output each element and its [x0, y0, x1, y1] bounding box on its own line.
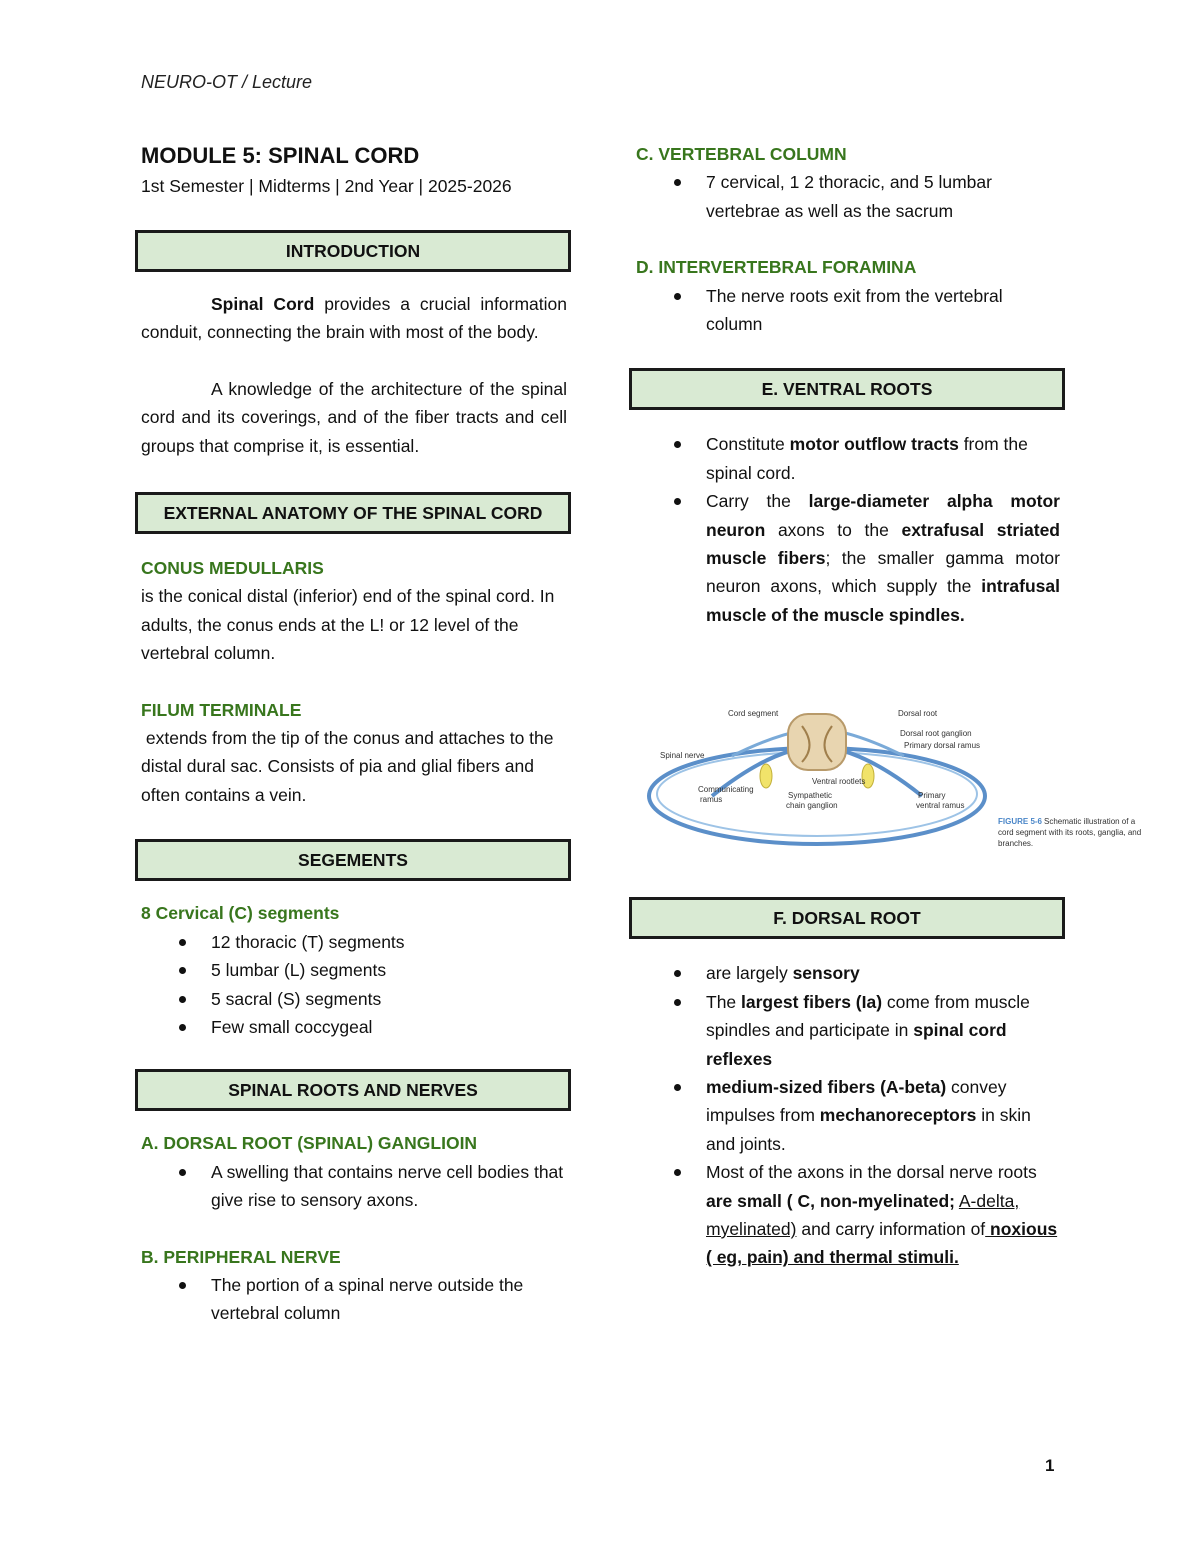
cervical-segments-title: 8 Cervical (C) segments [141, 903, 340, 924]
intrafusal-term: intrafusal muscle of the muscle spindles. [706, 576, 1060, 625]
dorsal-i2-text-2: come from muscle spindles and participate in [706, 991, 1030, 1041]
ventral-i1-text: Constitute [706, 434, 790, 455]
largest-fibers-term: largest fibers (Ia) [741, 991, 883, 1012]
list-item: 5 lumbar (L) segments [211, 956, 567, 984]
list-item [706, 959, 1060, 987]
list-item: A swelling that contains nerve cell bodies that give rise to sensory axons. [211, 1158, 567, 1215]
label-cord-segment: Cord segment [728, 709, 779, 718]
dorsal-root-ganglion-list [141, 1158, 567, 1215]
label-primary-ventral-1: Primary [918, 791, 946, 800]
label-sympathetic-2: chain ganglion [786, 801, 838, 810]
figure-caption-label: FIGURE 5-6 [998, 817, 1043, 826]
conus-medullaris-text: is the conical distal (inferior) end of the spinal cord. In adults, the conus ends at the L! or 12 level of the vertebral column. [141, 586, 555, 664]
left-sympathetic-ganglion [760, 764, 772, 788]
ventral-i2-text-2: axons to the [765, 519, 902, 540]
list-item [706, 1073, 1060, 1158]
c-fibers-term: C, non-myelinated; [797, 1190, 955, 1211]
intro-p1-text: provides a crucial information conduit, connecting the brain with most of the body. [141, 294, 567, 343]
label-primary-ventral-2: ventral ramus [916, 801, 965, 810]
medium-fibers-term: medium-sized fibers (A-beta) [706, 1076, 947, 1097]
label-dorsal-root-ganglion: Dorsal root ganglion [900, 729, 972, 738]
label-sympathetic-1: Sympathetic [788, 791, 833, 800]
are-small-term: are small [706, 1190, 782, 1211]
list-item [706, 1158, 1060, 1272]
figure-caption-3: branches. [998, 839, 1034, 848]
introduction-heading: INTRODUCTION [135, 230, 571, 272]
filum-terminale-title: FILUM TERMINALE [141, 699, 302, 720]
label-communicating-1: Communicating [698, 785, 754, 794]
ventral-i1-text-end: from the spinal cord. [706, 434, 1028, 483]
label-ventral-rootlets: Ventral rootlets [812, 777, 866, 786]
page-number: 1 [1045, 1456, 1055, 1475]
segments-list [141, 928, 567, 1042]
document-header: NEURO-OT / Lecture [141, 72, 313, 92]
ventral-i2-text-3: ; the smaller gamma motor neuron axons, which supply the [706, 548, 1060, 597]
spinal-reflexes-term: spinal cord reflexes [706, 1020, 1007, 1069]
peripheral-nerve-title: B. PERIPHERAL NERVE [141, 1246, 341, 1267]
vertebral-column-list [636, 168, 1060, 225]
list-item [706, 988, 1060, 1073]
label-dorsal-root: Dorsal root [898, 709, 938, 718]
spinal-cord-figure [642, 686, 1168, 862]
list-item: The nerve roots exit from the vertebral column [706, 282, 1060, 339]
figure-caption-1: Schematic illustration of a [1044, 817, 1136, 826]
a-delta-term: A-delta, myelinated) [706, 1190, 1020, 1239]
left-column [141, 140, 567, 1328]
dorsal-root-list [636, 959, 1060, 1271]
dorsal-root-heading: F. DORSAL ROOT [629, 897, 1065, 939]
spinal-cord-diagram [642, 686, 1168, 862]
label-spinal-nerve: Spinal nerve [660, 751, 705, 760]
peripheral-nerve-list [141, 1271, 567, 1328]
dorsal-i4-paren: ( [781, 1190, 798, 1211]
dorsal-root-ganglion-title: A. DORSAL ROOT (SPINAL) GANGLIOIN [141, 1133, 478, 1154]
spinal-cord-term: Spinal Cord [211, 294, 315, 314]
label-communicating-2: ramus [700, 795, 723, 804]
dorsal-i3-text-2: in skin and joints. [706, 1105, 1031, 1154]
list-item: The portion of a spinal nerve outside the vertebral column [211, 1271, 567, 1328]
segments-heading: SEGEMENTS [135, 839, 571, 881]
label-primary-dorsal-ramus: Primary dorsal ramus [904, 741, 981, 750]
intro-paragraph-1 [141, 290, 567, 347]
list-item: Few small coccygeal [211, 1013, 567, 1041]
module-title: MODULE 5: SPINAL CORD [141, 143, 420, 168]
sensory-term: sensory [792, 963, 860, 984]
ventral-i2-text: Carry the [706, 491, 809, 512]
extrafusal-term: extrafusal striated muscle fibers [706, 519, 1060, 569]
dorsal-i2-text: The [706, 991, 742, 1012]
intervertebral-foramina-list [636, 282, 1060, 339]
ventral-roots-list [636, 430, 1060, 629]
list-item [706, 487, 1060, 629]
cord-segment [788, 714, 846, 770]
dorsal-i3-text: convey impulses from [706, 1076, 1007, 1126]
dorsal-i4-text: Most of the axons in the dorsal nerve roots [706, 1162, 1037, 1183]
motor-outflow-term: motor outflow tracts [789, 434, 959, 455]
noxious-stimuli-term: noxious ( eg, pain) and thermal stimuli. [706, 1218, 1058, 1268]
list-item: 5 sacral (S) segments [211, 985, 567, 1013]
external-anatomy-heading: EXTERNAL ANATOMY OF THE SPINAL CORD [135, 492, 571, 534]
figure-caption-2: cord segment with its roots, ganglia, and [998, 828, 1142, 837]
spinal-roots-heading: SPINAL ROOTS AND NERVES [135, 1069, 571, 1111]
conus-medullaris-title: CONUS MEDULLARIS [141, 558, 324, 579]
list-item: 12 thoracic (T) segments [211, 928, 567, 956]
intervertebral-foramina-title: D. INTERVERTEBRAL FORAMINA [636, 257, 917, 278]
intro-paragraph-2: A knowledge of the architecture of the spinal cord and its coverings, and of the fiber tracts and cell groups that comprise it, is essential. [141, 378, 567, 456]
alpha-motor-term: large-diameter alpha motor neuron [706, 491, 1060, 540]
dorsal-i4-text-2: and carry information of [796, 1218, 986, 1239]
filum-terminale-text: extends from the tip of the conus and attaches to the distal dural sac. Consists of pia and glial fibers and often contains a vein. [141, 728, 559, 805]
dorsal-i1-text: are largely [706, 963, 793, 984]
vertebral-column-title: C. VERTEBRAL COLUMN [636, 144, 847, 164]
list-item: 7 cervical, 1 2 thoracic, and 5 lumbar vertebrae as well as the sacrum [706, 168, 1060, 225]
ventral-roots-heading: E. VENTRAL ROOTS [629, 368, 1065, 410]
list-item [706, 430, 1060, 487]
module-subtitle: 1st Semester | Midterms | 2nd Year | 2025-2026 [141, 176, 512, 196]
mechanoreceptors-term: mechanoreceptors [819, 1105, 977, 1126]
